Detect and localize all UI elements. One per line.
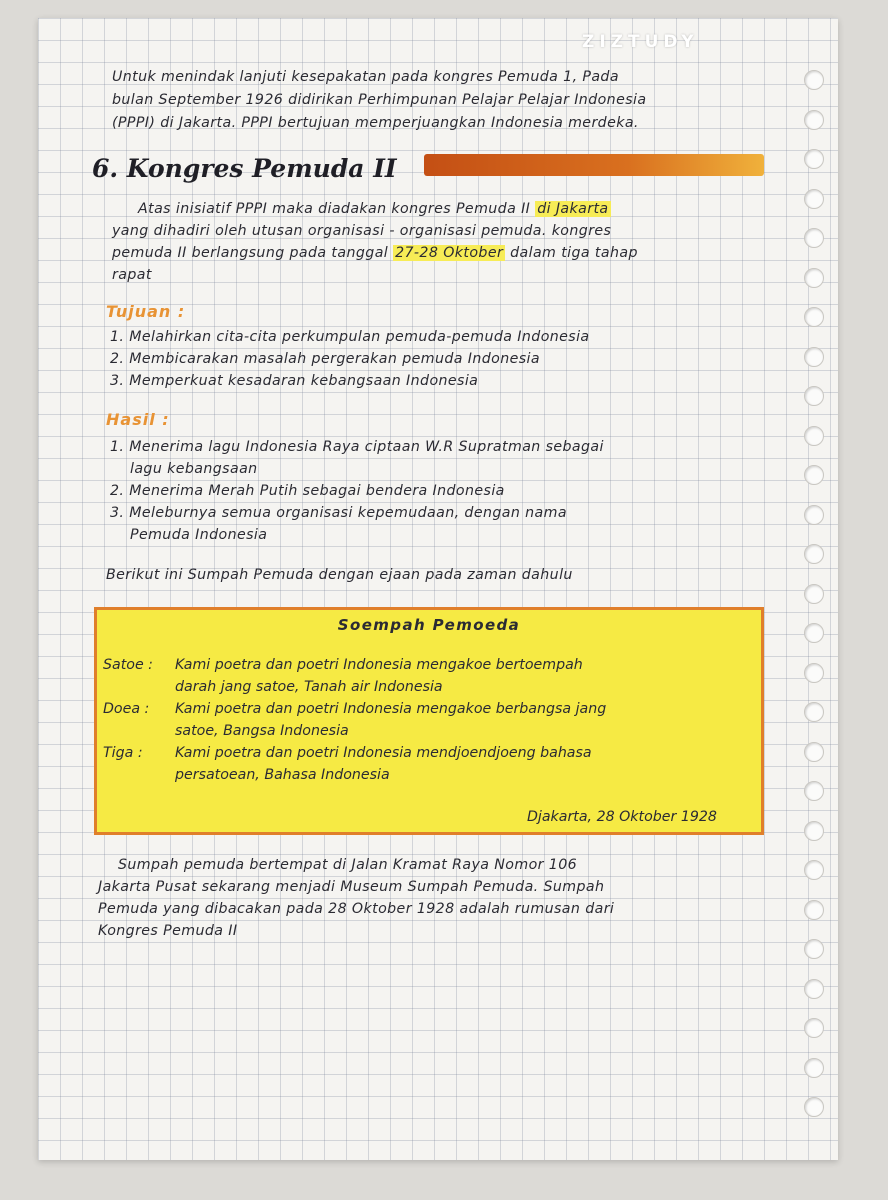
binder-hole <box>804 821 824 841</box>
binder-hole <box>804 544 824 564</box>
binder-hole <box>804 110 824 130</box>
oath-signature: Djakarta, 28 Oktober 1928 <box>527 809 717 825</box>
hasil-label: Hasil : <box>106 410 170 429</box>
binder-hole <box>804 347 824 367</box>
binder-hole <box>804 1018 824 1038</box>
paragraph-text: pemuda II berlangsung pada tanggal <box>112 245 389 261</box>
heading-accent-bar <box>424 154 764 176</box>
binder-hole <box>804 189 824 209</box>
paragraph-line: rapat <box>112 267 152 283</box>
hasil-item: 1. Menerima lagu Indonesia Raya ciptaan W.R Supratman sebagai <box>110 439 604 455</box>
oath-text: persatoean, Bahasa Indonesia <box>175 767 390 783</box>
oath-title: Soempah Pemoeda <box>337 616 521 634</box>
binder-hole <box>804 465 824 485</box>
closing-line: Sumpah pemuda bertempat di Jalan Kramat Raya Nomor 106 <box>118 857 578 873</box>
binder-hole <box>804 900 824 920</box>
oath-text: satoe, Bangsa Indonesia <box>175 723 349 739</box>
oath-text: Kami poetra dan poetri Indonesia mengakoe berbangsa jang <box>175 701 607 717</box>
binder-hole <box>804 426 824 446</box>
tujuan-item: 2. Membicarakan masalah pergerakan pemuda Indonesia <box>110 351 540 367</box>
binder-hole <box>804 268 824 288</box>
binder-hole <box>804 505 824 525</box>
binder-hole <box>804 939 824 959</box>
oath-text: Kami poetra dan poetri Indonesia mengakoe bertoempah <box>175 657 583 673</box>
oath-intro: Berikut ini Sumpah Pemuda dengan ejaan pada zaman dahulu <box>106 567 573 583</box>
closing-line: Kongres Pemuda II <box>98 923 238 939</box>
binder-hole <box>804 386 824 406</box>
oath-label: Doea : <box>103 701 150 717</box>
oath-text: darah jang satoe, Tanah air Indonesia <box>175 679 443 695</box>
paragraph-line <box>112 242 638 264</box>
closing-line: Pemuda yang dibacakan pada 28 Oktober 1928 adalah rumusan dari <box>98 901 615 917</box>
binder-hole <box>804 1097 824 1117</box>
oath-text: Kami poetra dan poetri Indonesia mendjoendjoeng bahasa <box>175 745 592 761</box>
oath-label: Tiga : <box>103 745 143 761</box>
section-title: 6. Kongres Pemuda II <box>92 154 397 183</box>
paragraph-line: yang dihadiri oleh utusan organisasi - organisasi pemuda. kongres <box>112 223 612 239</box>
paragraph-line <box>138 198 611 220</box>
binder-hole <box>804 781 824 801</box>
highlight-location: di Jakarta <box>537 201 609 217</box>
binder-hole <box>804 70 824 90</box>
binder-hole <box>804 584 824 604</box>
binder-hole <box>804 702 824 722</box>
hasil-item: lagu kebangsaan <box>130 461 258 477</box>
intro-line: bulan September 1926 didirikan Perhimpunan Pelajar Pelajar Indonesia <box>112 92 647 108</box>
binder-holes <box>804 70 828 1130</box>
intro-line: (PPPI) di Jakarta. PPPI bertujuan memperjuangkan Indonesia merdeka. <box>112 115 639 131</box>
paragraph-text: dalam tiga tahap <box>510 245 638 261</box>
binder-hole <box>804 860 824 880</box>
binder-hole <box>804 307 824 327</box>
binder-hole <box>804 149 824 169</box>
binder-hole <box>804 663 824 683</box>
binder-hole <box>804 623 824 643</box>
closing-line: Jakarta Pusat sekarang menjadi Museum Sumpah Pemuda. Sumpah <box>98 879 605 895</box>
paragraph-text: Atas inisiatif PPPI maka diadakan kongres Pemuda II <box>138 201 531 217</box>
tujuan-item: 1. Melahirkan cita-cita perkumpulan pemuda-pemuda Indonesia <box>110 329 590 345</box>
hasil-item: Pemuda Indonesia <box>130 527 268 543</box>
oath-label: Satoe : <box>103 657 153 673</box>
intro-line: Untuk menindak lanjuti kesepakatan pada kongres Pemuda 1, Pada <box>112 69 619 85</box>
hasil-item: 3. Meleburnya semua organisasi kepemudaan, dengan nama <box>110 505 567 521</box>
watermark: ZIZTUDY <box>582 32 699 52</box>
oath-box <box>94 607 764 835</box>
hasil-item: 2. Menerima Merah Putih sebagai bendera Indonesia <box>110 483 505 499</box>
notebook-page <box>38 18 838 1160</box>
binder-hole <box>804 228 824 248</box>
tujuan-item: 3. Memperkuat kesadaran kebangsaan Indonesia <box>110 373 479 389</box>
binder-hole <box>804 1058 824 1078</box>
binder-hole <box>804 979 824 999</box>
binder-hole <box>804 742 824 762</box>
highlight-date: 27-28 Oktober <box>395 245 504 261</box>
tujuan-label: Tujuan : <box>106 302 186 321</box>
